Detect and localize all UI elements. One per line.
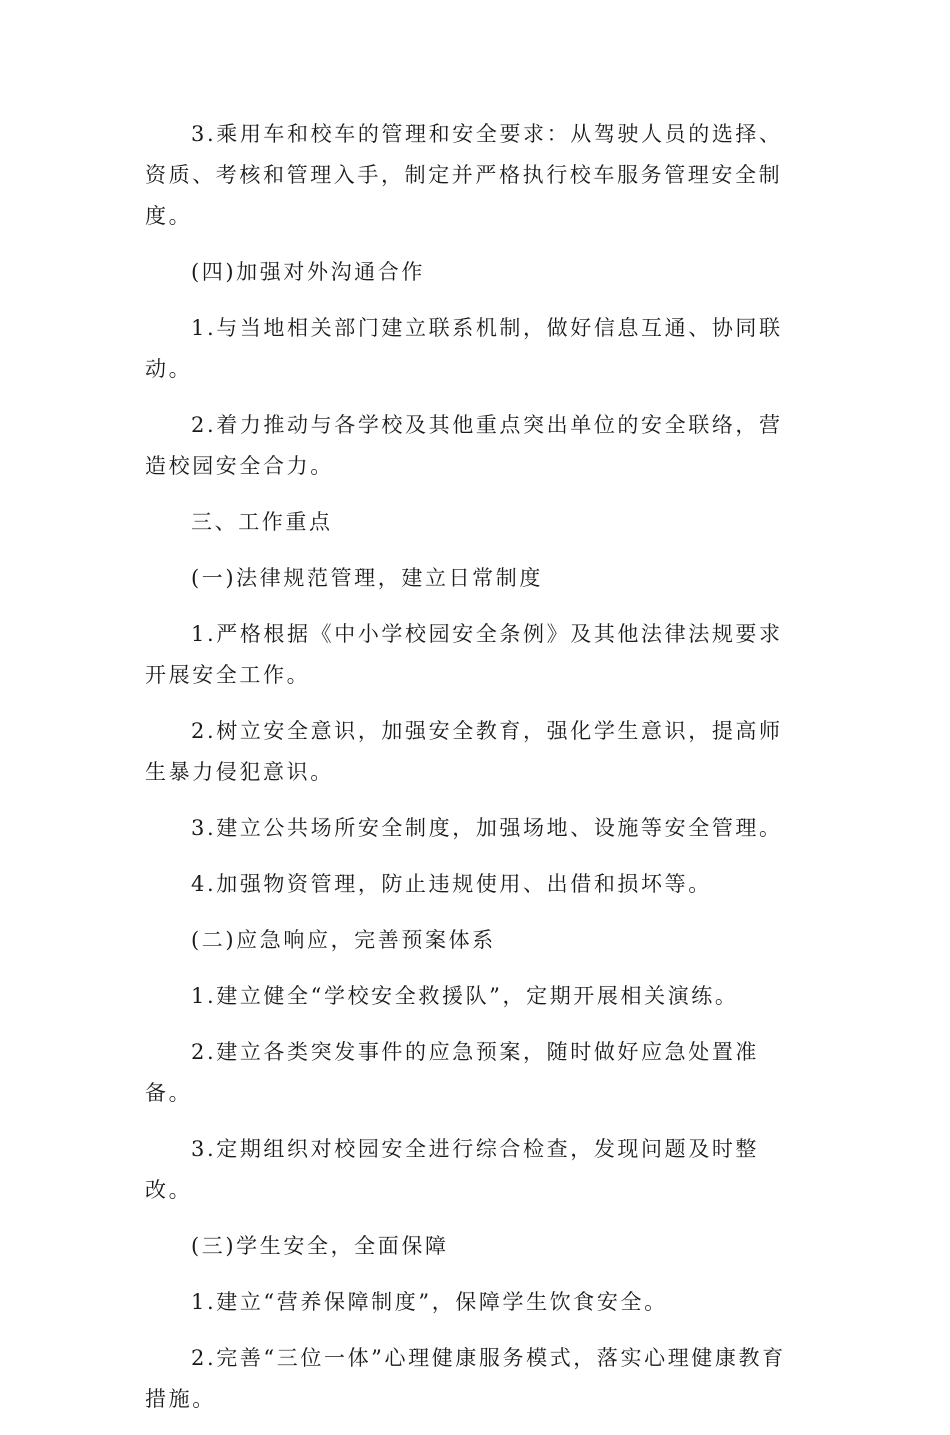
paragraph-public-space-safety: 3.建立公共场所安全制度，加强场地、设施等安全管理。 — [191, 816, 783, 840]
section-heading-external-cooperation: (四)加强对外沟通合作 — [191, 260, 425, 284]
paragraph-safety-inspection: 3.定期组织对校园安全进行综合检查，发现问题及时整改。 — [145, 1137, 760, 1202]
paragraph-liaison-mechanism: 1.与当地相关部门建立联系机制，做好信息互通、协同联动。 — [145, 316, 783, 381]
section-heading-student-safety: (三)学生安全，全面保障 — [191, 1234, 449, 1258]
section-heading-legal-management: (一)法律规范管理，建立日常制度 — [191, 566, 543, 590]
paragraph-emergency-plans: 2.建立各类突发事件的应急预案，随时做好应急处置准备。 — [145, 1040, 760, 1105]
paragraph-material-management: 4.加强物资管理，防止违规使用、出借和损坏等。 — [191, 872, 712, 896]
paragraph-school-safety-liaison: 2.着力推动与各学校及其他重点突出单位的安全联络，营造校园安全合力。 — [145, 413, 783, 478]
paragraph-mental-health: 2.完善“三位一体”心理健康服务模式，落实心理健康教育措施。 — [145, 1346, 786, 1411]
paragraph-legal-compliance: 1.严格根据《中小学校园安全条例》及其他法律法规要求开展安全工作。 — [145, 622, 783, 687]
paragraph-safety-awareness: 2.树立安全意识，加强安全教育，强化学生意识，提高师生暴力侵犯意识。 — [145, 719, 783, 784]
paragraph-rescue-team: 1.建立健全“学校安全救援队”，定期开展相关演练。 — [191, 984, 739, 1008]
section-heading-emergency-response: (二)应急响应，完善预案体系 — [191, 928, 496, 952]
paragraph-nutrition-system: 1.建立“营养保障制度”，保障学生饮食安全。 — [191, 1290, 668, 1314]
chapter-heading-work-focus: 三、工作重点 — [191, 510, 333, 534]
paragraph-school-bus-requirements: 3.乘用车和校车的管理和安全要求：从驾驶人员的选择、资质、考核和管理入手，制定并严格执行校车服务管理安全制度。 — [145, 122, 783, 228]
document-body — [145, 114, 805, 1435]
